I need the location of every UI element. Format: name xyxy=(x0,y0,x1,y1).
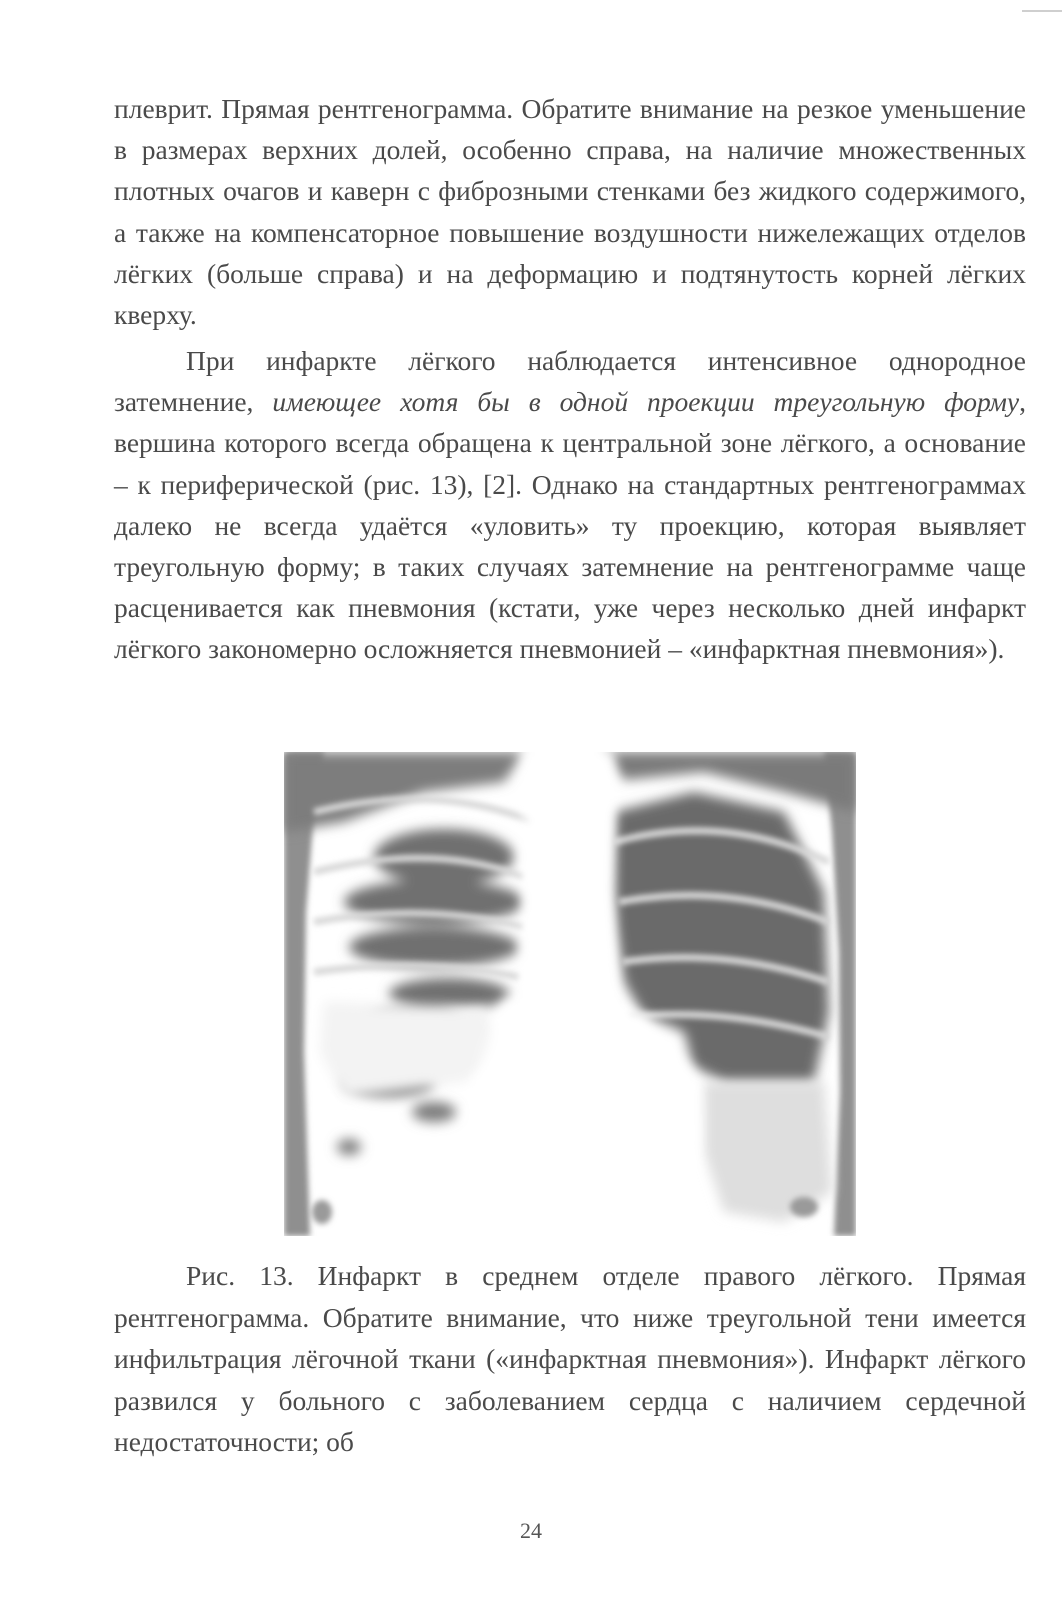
paragraph-1 xyxy=(114,88,1026,335)
figure-caption xyxy=(114,1255,1026,1463)
paragraph-1-text: плеврит. Прямая рентгенограмма. Обратите внимание на резкое уменьшение в размерах верхних долей, особенно справа, на наличие множественных плотных очагов и каверн с фиброзными стенками без жидкого содержимого, а также на компенсаторное повышение воздушности нижележащих отделов лёгких (больше справа) и на деформацию и подтянутость корней лёгких кверху. xyxy=(114,93,1026,331)
paragraph-2-start: При инфаркте лёгкого наблюдается интенсивное однородное затемнение, xyxy=(114,345,1026,418)
chest-xray-image xyxy=(284,752,856,1236)
paragraph-2-emphasis: имеющее хотя бы в одной проекции треугольную форму xyxy=(272,386,1020,418)
paragraph-2-end: , вершина которого всегда обращена к центральной зоне лёгкого, а основание – к периферической (рис. 13), [2]. Однако на стандартных рентгенограммах далеко не всегда удаётся «уловить» ту проекцию, которая выявляет треугольную форму; в таких случаях затемнение на рентгенограмме чаще расценивается как пневмония (кстати, уже через несколько дней инфаркт лёгкого закономерно осложняется пневмонией – «инфарктная пневмония»). xyxy=(114,386,1027,665)
page-number: 24 xyxy=(520,1518,542,1543)
chest-xray-figure xyxy=(284,752,856,1236)
paragraph-2 xyxy=(114,340,1026,670)
page-corner-mark xyxy=(1022,0,1062,12)
figure-caption-text: Рис. 13. Инфаркт в среднем отделе правого лёгкого. Прямая рентгенограмма. Обратите внимание, что ниже треугольной тени имеется инфильтрация лёгочной ткани («инфарктная пневмония»). Инфаркт лёгкого развился у больного с заболеванием сердца с наличием сердечной недостаточности; об xyxy=(114,1260,1026,1458)
